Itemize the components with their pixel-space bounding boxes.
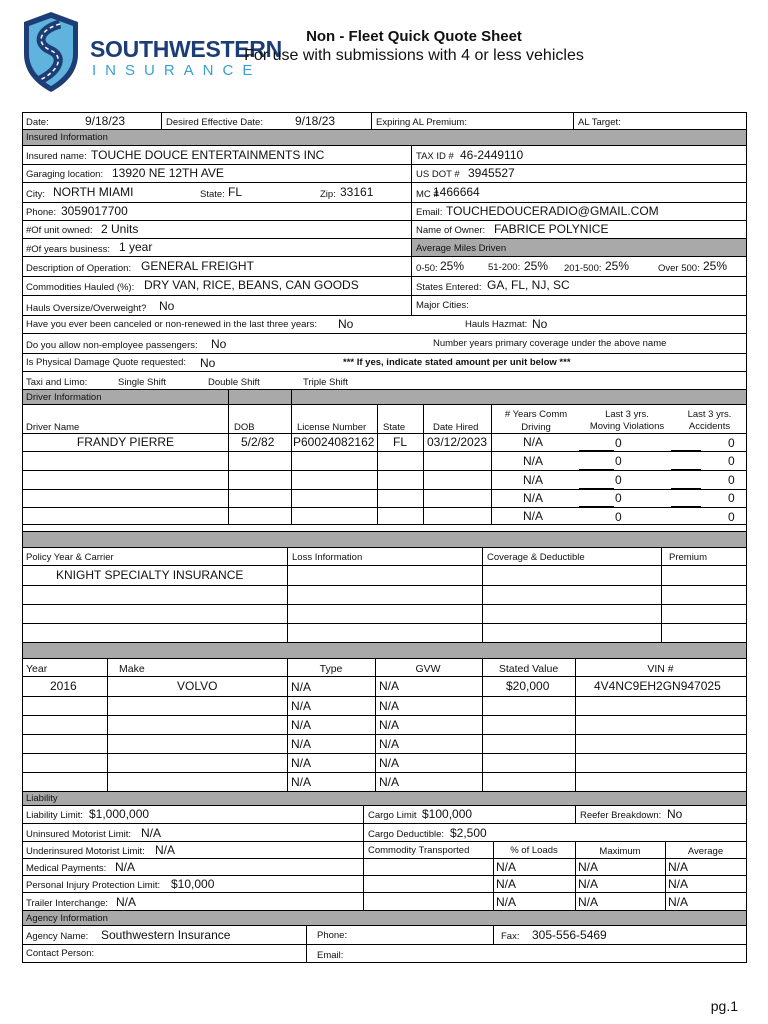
email-label: Email: [416, 207, 443, 218]
vehicle-row [22, 677, 747, 697]
driver-mv-cell[interactable]: 0 [615, 473, 622, 487]
vehicle-gvw-cell[interactable]: N/A [379, 775, 400, 789]
loads-cell[interactable]: N/A [496, 877, 517, 891]
email-field[interactable]: TOUCHEDOUCERADIO@GMAIL.COM [446, 204, 659, 218]
driver-years-cell[interactable]: N/A [523, 454, 544, 468]
liability-limit-field[interactable]: $1,000,000 [89, 807, 150, 821]
miles-over-500-label: Over 500: [658, 263, 700, 274]
logo-name: SOUTHWESTERN [90, 36, 282, 62]
driver-row [22, 471, 747, 490]
accidents-header: Accidents [688, 421, 731, 432]
make-header: Make [119, 663, 145, 675]
state-field[interactable]: FL [228, 185, 243, 199]
trailer-field[interactable]: N/A [116, 895, 137, 909]
primary-coverage-label: Number years primary coverage under the above name [433, 338, 667, 349]
loads-header: % of Loads [510, 845, 558, 856]
loads-cell[interactable]: N/A [496, 860, 517, 874]
zip-field[interactable]: 33161 [340, 185, 374, 199]
major-cities-label: Major Cities: [416, 300, 469, 311]
loss-header: Loss Information [292, 552, 363, 563]
vehicle-type-cell[interactable]: N/A [291, 775, 312, 789]
al-target-label: AL Target: [578, 117, 621, 128]
date-row [22, 112, 747, 130]
type-header: Type [319, 663, 343, 675]
logo-subname: INSURANCE [92, 62, 262, 79]
driver-rows [22, 434, 747, 525]
uninsured-field[interactable]: N/A [141, 826, 162, 840]
double-shift-option[interactable]: Double Shift [208, 377, 260, 388]
gvw-header: GVW [415, 663, 441, 675]
garaging-row [22, 165, 747, 183]
units-field[interactable]: 2 Units [101, 222, 139, 236]
driver-acc-cell[interactable]: 0 [728, 473, 735, 487]
states-field[interactable]: GA, FL, NJ, SC [487, 278, 570, 292]
driver-section-title: Driver Information [26, 392, 102, 403]
oversize-field[interactable]: No [159, 299, 175, 313]
driver-name-header: Driver Name [26, 422, 80, 433]
driver-acc-cell[interactable]: 0 [728, 510, 735, 524]
owner-field[interactable]: FABRICE POLYNICE [494, 222, 609, 236]
units-label: #Of unit owned: [26, 225, 93, 236]
miles-over-500-field[interactable]: 25% [703, 259, 728, 273]
years-field[interactable]: 1 year [119, 240, 153, 254]
vin-header: VIN # [647, 663, 674, 675]
expiring-premium-label: Expiring AL Premium: [376, 117, 467, 128]
cargo-deductible-label: Cargo Deductible: [368, 829, 445, 840]
driver-row [22, 508, 747, 525]
premium-header: Premium [669, 552, 708, 563]
maximum-cell[interactable]: N/A [578, 877, 599, 891]
liability-limit-label: Liability Limit: [26, 810, 84, 821]
driver-license-cell[interactable]: P60024082162 [293, 435, 375, 449]
years-row [22, 239, 747, 257]
carrier-header: Policy Year & Carrier [26, 552, 114, 563]
maximum-header: Maximum [599, 846, 641, 857]
average-cell[interactable]: N/A [668, 877, 689, 891]
years-comm-header: # Years Comm [504, 409, 568, 420]
passengers-label: Do you allow non-employee passengers: [26, 340, 198, 351]
insured-section-title: Insured Information [26, 132, 108, 143]
page-title: Non - Fleet Quick Quote Sheet [306, 28, 522, 45]
mc-label: MC # [416, 189, 439, 200]
owner-label: Name of Owner: [416, 225, 486, 236]
garaging-label: Garaging location: [26, 169, 104, 180]
physical-damage-label: Is Physical Damage Quote requested: [26, 357, 187, 368]
policy-section-header [22, 532, 747, 548]
driver-years-cell[interactable]: N/A [523, 435, 544, 449]
uninsured-row [22, 824, 747, 842]
passengers-row [22, 334, 747, 354]
driver-mv-cell[interactable]: 0 [615, 436, 622, 450]
pip-field[interactable]: $10,000 [171, 877, 215, 891]
agency-fax-field[interactable]: 305-556-5469 [532, 928, 607, 942]
acc-period-header: Last 3 yrs. [687, 409, 732, 420]
vehicle-header-row [22, 659, 747, 677]
liability-limit-row [22, 806, 747, 824]
stated-value-header: Stated Value [498, 663, 559, 675]
us-dot-label: US DOT # [416, 169, 460, 180]
date-label: Date: [26, 117, 49, 128]
loads-cell[interactable]: N/A [496, 895, 517, 909]
garaging-field[interactable]: 13920 NE 12TH AVE [112, 166, 224, 180]
agency-fax-label: Fax: [501, 931, 520, 942]
contact-label: Contact Person: [26, 948, 95, 959]
commodities-field[interactable]: DRY VAN, RICE, BEANS, CAN GOODS [144, 278, 359, 292]
vehicle-year-cell[interactable]: 2016 [50, 679, 77, 693]
medical-field[interactable]: N/A [115, 860, 136, 874]
state-label: State: [200, 189, 225, 200]
driver-row [22, 434, 747, 452]
reefer-field[interactable]: No [667, 807, 683, 821]
oversize-label: Hauls Oversize/Overweight? [26, 303, 147, 314]
city-field[interactable]: NORTH MIAMI [53, 185, 134, 199]
taxi-row [22, 372, 747, 390]
vehicle-gvw-cell[interactable]: N/A [379, 756, 400, 770]
policy-row [22, 624, 747, 643]
cancel-label: Have you ever been canceled or non-renewed in the last three years: [26, 319, 317, 330]
miles-201-500-field[interactable]: 25% [605, 259, 630, 273]
driver-years-cell[interactable]: N/A [523, 473, 544, 487]
vehicle-type-cell[interactable]: N/A [291, 718, 312, 732]
vehicle-value-cell[interactable]: $20,000 [506, 679, 550, 693]
spacer [22, 525, 747, 532]
year-header: Year [26, 663, 48, 675]
cancel-row [22, 316, 747, 334]
agency-phone-label: Phone: [317, 930, 348, 941]
units-row [22, 221, 747, 239]
tax-id-field[interactable]: 46-2449110 [460, 148, 524, 162]
us-dot-field[interactable]: 3945527 [468, 166, 515, 180]
driver-years-cell[interactable]: N/A [523, 491, 544, 505]
quote-form [22, 112, 747, 963]
average-cell[interactable]: N/A [668, 860, 689, 874]
driver-header-row [22, 405, 747, 434]
vehicle-section-header [22, 643, 747, 659]
miles-201-500-label: 201-500: [564, 263, 602, 274]
vehicle-row [22, 716, 747, 735]
uninsured-label: Uninsured Motorist Limit: [26, 829, 132, 840]
cargo-limit-field[interactable]: $100,000 [422, 807, 473, 821]
date-field[interactable]: 9/18/23 [85, 114, 126, 128]
policy-row [22, 566, 747, 586]
city-label: City: [26, 189, 45, 200]
coverage-header: Coverage & Deductible [487, 552, 585, 563]
cargo-limit-label: Cargo Limit [368, 810, 417, 821]
city-row [22, 183, 747, 203]
commodities-row [22, 277, 747, 296]
driver-state-cell[interactable]: FL [393, 435, 408, 449]
years-driving-header: Driving [521, 422, 551, 433]
commodities-label: Commodities Hauled (%): [26, 282, 135, 293]
policy-row [22, 586, 747, 605]
vehicle-vin-cell[interactable]: 4V4NC9EH2GN947025 [594, 679, 721, 693]
agency-name-label: Agency Name: [26, 931, 89, 942]
agency-section-header [22, 911, 747, 926]
insured-name-field[interactable]: TOUCHE DOUCE ENTERTAINMENTS INC [91, 148, 325, 162]
contact-row [22, 945, 747, 963]
mv-period-header: Last 3 yrs. [605, 409, 649, 420]
phone-field[interactable]: 3059017700 [61, 204, 128, 218]
miles-label: Average Miles Driven [416, 243, 507, 254]
physical-damage-note: *** If yes, indicate stated amount per unit below *** [343, 357, 571, 368]
agency-name-row [22, 926, 747, 945]
insured-name-label: Insured name: [26, 151, 87, 162]
page-subtitle: For use with submissions with 4 or less vehicles [244, 47, 584, 64]
physical-damage-field[interactable]: No [200, 356, 216, 370]
description-label: Description of Operation: [26, 263, 132, 274]
phone-label: Phone: [26, 207, 57, 218]
tax-id-label: TAX ID # [416, 151, 454, 162]
driver-mv-cell[interactable]: 0 [615, 454, 622, 468]
pip-row [22, 876, 747, 893]
vehicle-type-cell[interactable]: N/A [291, 737, 312, 751]
carrier-field[interactable]: KNIGHT SPECIALTY INSURANCE [56, 568, 244, 582]
oversize-row [22, 296, 747, 316]
states-label: States Entered: [416, 282, 482, 293]
average-cell[interactable]: N/A [668, 895, 689, 909]
maximum-cell[interactable]: N/A [578, 895, 599, 909]
pip-label: Personal Injury Protection Limit: [26, 880, 161, 891]
hazmat-label: Hauls Hazmat: [465, 319, 528, 330]
vehicle-gvw-cell[interactable]: N/A [379, 699, 400, 713]
driver-acc-cell[interactable]: 0 [728, 436, 735, 450]
date-hired-header: Date Hired [433, 422, 479, 433]
single-shift-option[interactable]: Single Shift [118, 377, 167, 388]
cancel-field[interactable]: No [338, 317, 354, 331]
average-header: Average [687, 846, 724, 857]
vehicle-row [22, 773, 747, 792]
zip-label: Zip: [320, 189, 336, 200]
passengers-field[interactable]: No [211, 337, 227, 351]
page-number: pg.1 [710, 998, 738, 1014]
driver-acc-cell[interactable]: 0 [728, 454, 735, 468]
vehicle-row [22, 754, 747, 773]
hazmat-field[interactable]: No [532, 317, 548, 331]
policy-row [22, 605, 747, 624]
driver-years-cell[interactable]: N/A [523, 509, 544, 523]
liability-section-title: Liability [26, 793, 58, 804]
triple-shift-option[interactable]: Triple Shift [303, 377, 349, 388]
years-label: #Of years business: [26, 244, 110, 255]
driver-row [22, 490, 747, 508]
agency-name-field[interactable]: Southwestern Insurance [101, 928, 231, 942]
driver-row [22, 452, 747, 471]
underinsured-field[interactable]: N/A [155, 843, 176, 857]
vehicle-gvw-cell[interactable]: N/A [379, 718, 400, 732]
vehicle-make-cell[interactable]: VOLVO [177, 679, 218, 693]
underinsured-label: Underinsured Motorist Limit: [26, 846, 145, 857]
description-field[interactable]: GENERAL FREIGHT [141, 259, 254, 273]
insured-name-row [22, 146, 747, 165]
mc-field[interactable]: 1466664 [433, 185, 480, 199]
vehicle-type-cell[interactable]: N/A [291, 680, 312, 694]
driver-hired-cell[interactable]: 03/12/2023 [427, 435, 488, 449]
driver-section-header [22, 390, 747, 405]
vehicle-row [22, 735, 747, 754]
insured-section-header [22, 130, 747, 146]
cargo-deductible-field[interactable]: $2,500 [450, 826, 487, 840]
commodity-transported-label: Commodity Transported [368, 845, 470, 856]
trailer-row [22, 893, 747, 911]
driver-acc-cell[interactable]: 0 [728, 491, 735, 505]
moving-violations-header: Moving Violations [589, 421, 665, 432]
trailer-label: Trailer Interchange: [26, 898, 109, 909]
effective-date-label: Desired Effective Date: [166, 117, 263, 128]
physical-damage-row [22, 354, 747, 372]
agency-section-title: Agency Information [26, 913, 108, 924]
miles-51-200-label: 51-200: [488, 262, 521, 273]
vehicle-gvw-cell[interactable]: N/A [379, 737, 400, 751]
vehicle-row [22, 697, 747, 716]
effective-date-field[interactable]: 9/18/23 [295, 114, 336, 128]
driver-name-cell[interactable]: FRANDY PIERRE [76, 435, 175, 449]
medical-row [22, 859, 747, 876]
description-row [22, 257, 747, 277]
driver-dob-cell[interactable]: 5/2/82 [241, 435, 275, 449]
state-header: State [383, 422, 406, 433]
vehicle-type-cell[interactable]: N/A [291, 756, 312, 770]
miles-51-200-field[interactable]: 25% [524, 259, 549, 273]
maximum-cell[interactable]: N/A [578, 860, 599, 874]
phone-row [22, 203, 747, 221]
taxi-label: Taxi and Limo: [26, 377, 88, 388]
liability-section-header [22, 792, 747, 806]
license-header: License Number [297, 422, 367, 433]
driver-mv-cell[interactable]: 0 [615, 491, 622, 505]
miles-0-50-field[interactable]: 25% [440, 259, 465, 273]
agency-email-label: Email: [317, 950, 344, 961]
policy-header-row [22, 548, 747, 566]
underinsured-row [22, 842, 747, 859]
reefer-label: Reefer Breakdown: [580, 810, 662, 821]
medical-label: Medical Payments: [26, 863, 107, 874]
miles-0-50-label: 0-50: [416, 263, 438, 274]
dob-header: DOB [234, 422, 255, 433]
driver-mv-cell[interactable]: 0 [615, 510, 622, 524]
vehicle-type-cell[interactable]: N/A [291, 699, 312, 713]
vehicle-gvw-cell[interactable]: N/A [379, 679, 400, 693]
